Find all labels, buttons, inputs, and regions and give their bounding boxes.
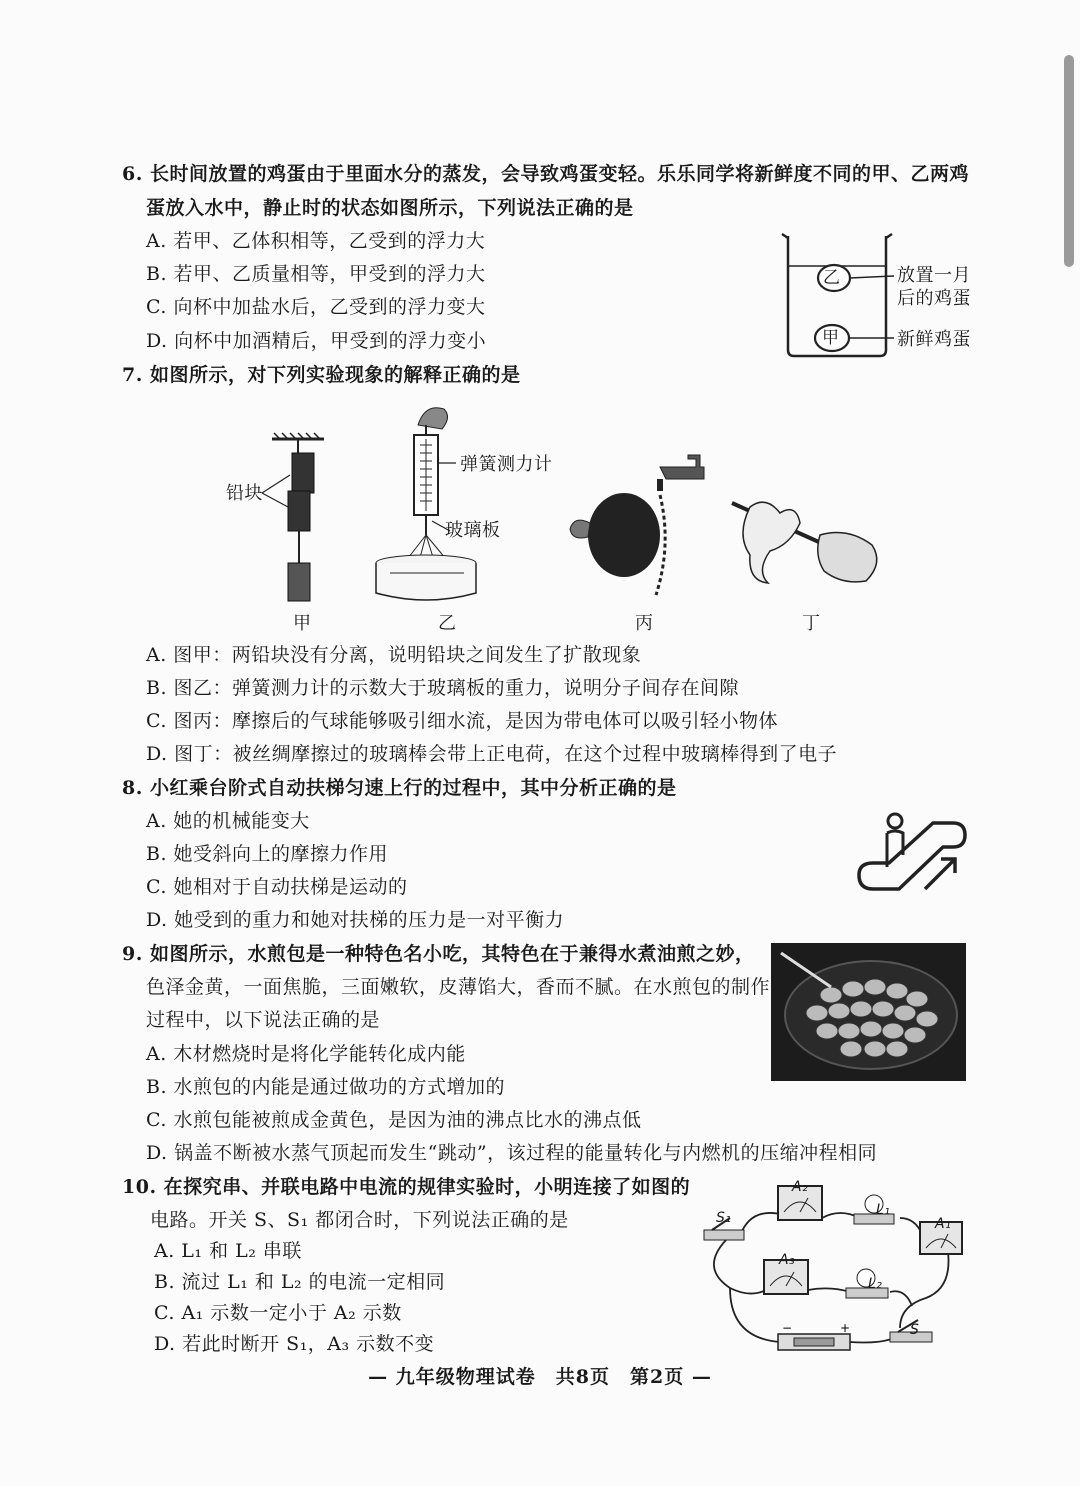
q8-option-d: D. 她受到的重力和她对扶梯的压力是一对平衡力 xyxy=(146,909,565,931)
q7-option-b: B. 图乙：弹簧测力计的示数大于玻璃板的重力，说明分子间存在间隙 xyxy=(146,677,740,699)
a1-label: A₁ xyxy=(935,1216,952,1232)
q10-option-a: A. L₁ 和 L₂ 串联 xyxy=(154,1240,302,1262)
fried-buns-photo xyxy=(771,943,966,1081)
q8-option-c: C. 她相对于自动扶梯是运动的 xyxy=(146,876,408,898)
q8-option-a: A. 她的机械能变大 xyxy=(146,810,310,832)
q10-stem-line1: 10. 在探究串、并联电路中电流的规律实验时，小明连接了如图的 xyxy=(122,1176,691,1198)
q7-option-a: A. 图甲：两铅块没有分离，说明铅块之间发生了扩散现象 xyxy=(146,644,642,666)
lead-block-label: 铅块 xyxy=(226,483,263,504)
q7-option-c: C. 图丙：摩擦后的气球能够吸引细水流，是因为带电体可以吸引轻小物体 xyxy=(146,710,778,732)
s1-label: S₁ xyxy=(716,1210,732,1226)
q7-stem: 7. 如图所示，对下列实验现象的解释正确的是 xyxy=(122,364,521,386)
q10-option-b: B. 流过 L₁ 和 L₂ 的电流一定相同 xyxy=(154,1271,446,1293)
spring-scale-illustration xyxy=(376,408,476,600)
a3-label: A₃ xyxy=(779,1252,796,1268)
q9-option-d: D. 锅盖不断被水蒸气顶起而发生“跳动”，该过程的能量转化与内燃机的压缩冲程相同 xyxy=(146,1142,878,1164)
q9-stem-line2: 色泽金黄，一面焦脆，三面嫩软，皮薄馅大，香而不腻。在水煎包的制作 xyxy=(146,976,771,998)
q6-stem-line2: 蛋放入水中，静止时的状态如图所示，下列说法正确的是 xyxy=(146,197,634,219)
glass-plate-label: 玻璃板 xyxy=(445,520,501,541)
balloon-water-illustration xyxy=(570,455,704,595)
glass-rod-silk-illustration xyxy=(732,502,877,583)
escalator-icon xyxy=(855,805,970,895)
fresh-egg-label: 新鲜鸡蛋 xyxy=(897,329,971,350)
q10-option-d: D. 若此时断开 S₁，A₃ 示数不变 xyxy=(154,1333,435,1355)
s-label: S xyxy=(910,1322,920,1338)
q10-option-c: C. A₁ 示数一定小于 A₂ 示数 xyxy=(154,1302,402,1324)
q7-experiments-figure xyxy=(220,395,900,610)
q9-option-c: C. 水煎包能被煎成金黄色，是因为油的沸点比水的沸点低 xyxy=(146,1109,642,1131)
egg-bottom-label: 甲 xyxy=(822,328,840,348)
svg-text:+: + xyxy=(840,1321,851,1335)
svg-text:−: − xyxy=(782,1321,793,1335)
page-footer: — 九年级物理试卷 共8页 第2页 — xyxy=(368,1366,712,1388)
caption-ding: 丁 xyxy=(802,613,821,634)
caption-jia: 甲 xyxy=(293,613,312,634)
q9-stem-line3: 过程中，以下说法正确的是 xyxy=(146,1009,381,1031)
q10-stem-line2: 电路。开关 S、S₁ 都闭合时，下列说法正确的是 xyxy=(150,1209,569,1231)
a2-label: A₂ xyxy=(792,1179,809,1195)
q9-stem-line1: 9. 如图所示，水煎包是一种特色名小吃，其特色在于兼得水煮油煎之妙， xyxy=(122,943,755,965)
caption-yi: 乙 xyxy=(438,613,457,634)
q6-option-c: C. 向杯中加盐水后，乙受到的浮力变大 xyxy=(146,296,486,318)
circuit-figure xyxy=(690,1178,980,1364)
caption-bing: 丙 xyxy=(635,613,654,634)
egg-top-label: 乙 xyxy=(823,268,841,288)
battery-shape xyxy=(778,1321,850,1350)
q8-stem: 8. 小红乘台阶式自动扶梯匀速上行的过程中，其中分析正确的是 xyxy=(122,777,677,799)
aged-egg-label-2: 后的鸡蛋 xyxy=(897,288,971,309)
q6-option-b: B. 若甲、乙质量相等，甲受到的浮力大 xyxy=(146,263,486,285)
q9-option-a: A. 木材燃烧时是将化学能转化成内能 xyxy=(146,1043,466,1065)
vertical-scrollbar[interactable] xyxy=(1064,55,1074,267)
q6-stem-line1: 6. 长时间放置的鸡蛋由于里面水分的蒸发，会导致鸡蛋变轻。乐乐同学将新鲜度不同的甲、乙两鸡 xyxy=(122,163,969,185)
q9-option-b: B. 水煎包的内能是通过做功的方式增加的 xyxy=(146,1076,506,1098)
q8-option-b: B. 她受斜向上的摩擦力作用 xyxy=(146,843,389,865)
l1-label: L₁ xyxy=(876,1202,891,1218)
q6-option-a: A. 若甲、乙体积相等，乙受到的浮力大 xyxy=(146,230,486,252)
l2-label: L₂ xyxy=(868,1276,883,1292)
q6-option-d: D. 向杯中加酒精后，甲受到的浮力变小 xyxy=(146,330,487,352)
q7-option-d: D. 图丁：被丝绸摩擦过的玻璃棒会带上正电荷，在这个过程中玻璃棒得到了电子 xyxy=(146,743,838,765)
lead-blocks-illustration xyxy=(262,433,324,601)
aged-egg-label-1: 放置一月 xyxy=(897,265,971,286)
spring-scale-label: 弹簧测力计 xyxy=(460,454,553,475)
